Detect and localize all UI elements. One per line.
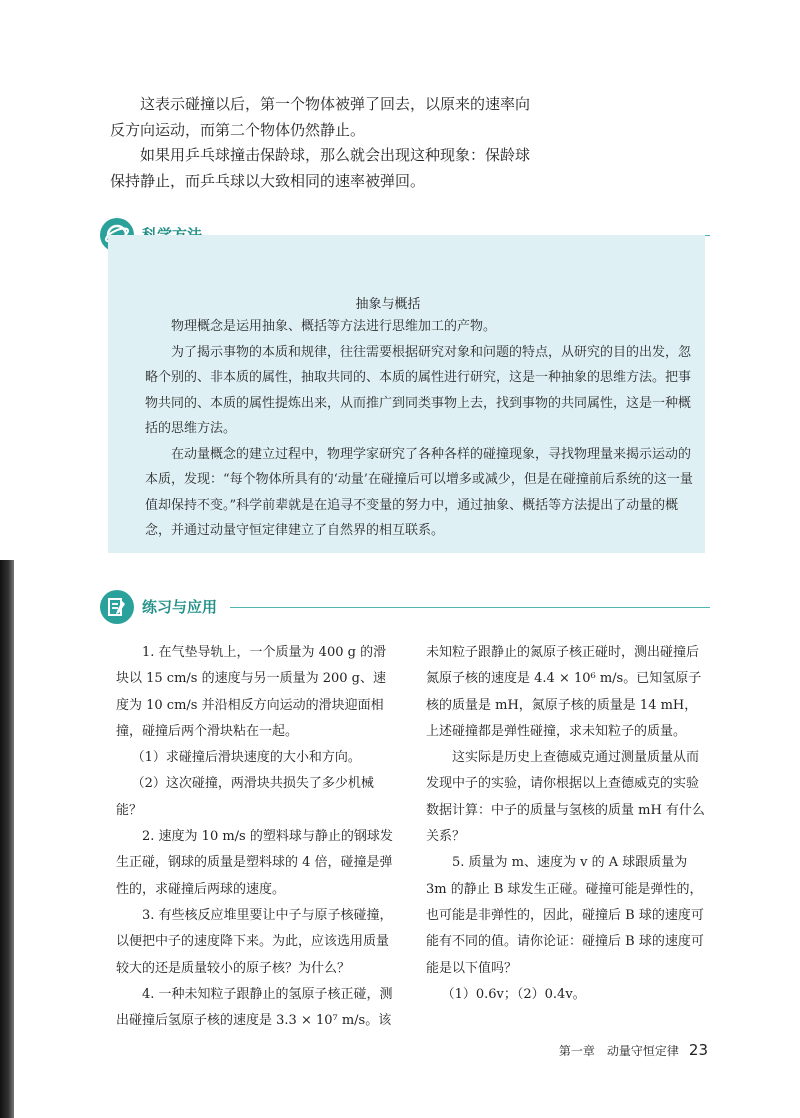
intro-text: [110, 92, 530, 194]
exercise-title: 练习与应用: [142, 598, 218, 616]
exercise-paragraph: 这实际是历史上查德威克通过测量质量从而发现中子的实验，请你根据以上查德威克的实验数据计算：中子的质量与氢核的质量 mH 有什么关系？: [426, 750, 705, 845]
page-number: 23: [688, 1041, 708, 1059]
method-box-text: [145, 314, 693, 544]
exercise-paragraph: 5. 质量为 m、速度为 v 的 A 球跟质量为 3m 的静止 B 球发生正碰。碰撞可能是弹性的，也可能是非弹性的，因此，碰撞后 B 球的速度可能有不同的值。请你论证：碰撞后 B 球的速度可能是以下值吗？: [426, 855, 704, 976]
method-paragraph: 在动量概念的建立过程中，物理学家研究了各种各样的碰撞现象，寻找物理量来揭示运动的本质，发现：“每个物体所具有的‘动量’在碰撞后可以增多或减少，但是在碰撞前后系统的这一量值却保持不变。”科学前辈就是在追寻不变量的努力中，通过抽象、概括等方法提出了动量的概念，并通过动量守恒定律建立了自然界的相互联系。: [145, 446, 693, 538]
notebook-icon: [100, 590, 134, 624]
header-divider: [230, 607, 710, 608]
page-footer: [559, 1041, 708, 1059]
method-paragraph: 为了揭示事物的本质和规律，往往需要根据研究对象和问题的特点，从研究的目的出发，忽略个别的、非本质的属性，抽取共同的、本质的属性进行研究，这是一种抽象的思维方法。把事物共同的、本质的属性提炼出来，从而推广到同类事物上去，找到事物的共同属性，这是一种概括的思维方法。: [145, 344, 692, 436]
exercise-paragraph: 4. 一种未知粒子跟静止的氢原子核正碰，测出碰撞后氢原子核的速度是 3.3 × 10⁷ m/s。该: [116, 986, 393, 1029]
exercise-paragraph: （1）0.6v；（2）0.4v。: [441, 986, 586, 1002]
method-paragraph: 物理概念是运用抽象、概括等方法进行思维加工的产物。: [171, 319, 497, 334]
exercise-paragraph: （2）这次碰撞，两滑块共损失了多少机械能？: [116, 776, 374, 818]
chapter-label: 第一章 动量守恒定律: [558, 1044, 679, 1058]
exercise-paragraph: 未知粒子跟静止的氮原子核正碰时，测出碰撞后氮原子核的速度是 4.4 × 10⁶ m/s。已知氢原子核的质量是 mH，氮原子核的质量是 14 mH，上述碰撞都是弹性碰撞，求未知粒子的质量。: [426, 645, 702, 739]
exercise-left-column: [116, 640, 394, 1034]
exercise-paragraph: 3. 有些核反应堆里要让中子与原子核碰撞，以便把中子的速度降下来。为此，应该选用质量较大的还是质量较小的原子核？为什么？: [116, 907, 393, 976]
exercise-paragraph: （1）求碰撞后滑块速度的大小和方向。: [131, 750, 361, 766]
exercise-header: [100, 590, 710, 630]
exercise-paragraph: 2. 速度为 10 m/s 的塑料球与静止的钢球发生正碰，钢球的质量是塑料球的 4 倍，碰撞是弹性的，求碰撞后两球的速度。: [116, 829, 393, 897]
page-binding-shadow: [0, 560, 14, 1118]
exercise-right-column: [426, 640, 708, 1008]
method-box-title: 抽象与概括: [355, 297, 421, 312]
intro-paragraph-1: 这表示碰撞以后，第一个物体被弹了回去，以原来的速率向反方向运动，而第二个物体仍然静止。: [110, 95, 531, 139]
exercise-paragraph: 1. 在气垫导轨上，一个质量为 400 g 的滑块以 15 cm/s 的速度与另一质量为 200 g、速度为 10 cm/s 并沿相反方向运动的滑块迎面相撞，碰撞后两个滑块粘在一起。: [116, 645, 387, 739]
intro-paragraph-2: 如果用乒乓球撞击保龄球，那么就会出现这种现象：保龄球保持静止，而乒乓球以大致相同的速率被弹回。: [110, 146, 531, 190]
